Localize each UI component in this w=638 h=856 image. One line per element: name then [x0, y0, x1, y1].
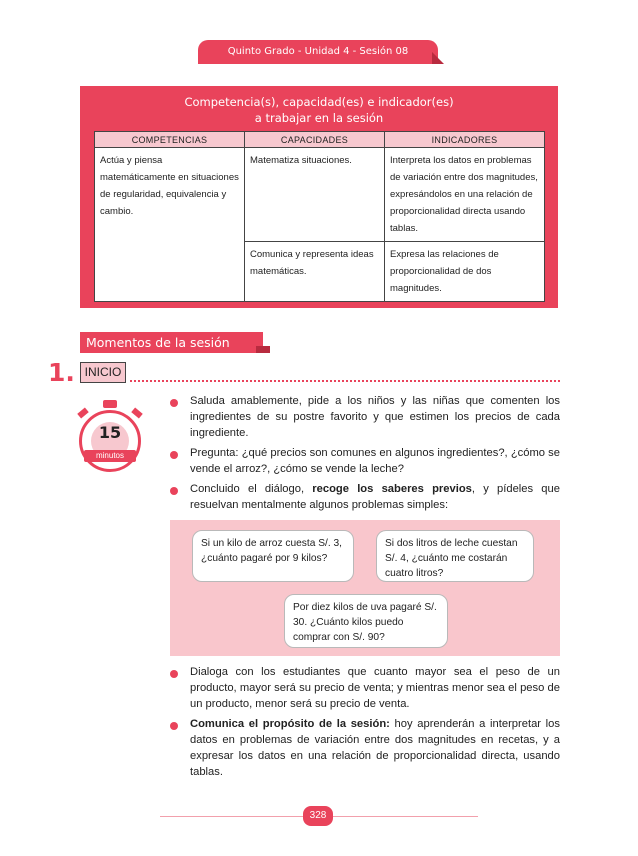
- competencia-cell: Actúa y piensa matemáticamente en situaciones de regularidad, equivalencia y cambio.: [95, 148, 245, 302]
- column-header-indicadores: INDICADORES: [385, 132, 545, 148]
- table-row: [95, 148, 545, 242]
- timer-unit: minutos: [84, 450, 136, 462]
- speech-bubble-uva: Por diez kilos de uva pagaré S/. 30. ¿Cuánto kilos puedo comprar con S/. 90?: [284, 594, 448, 648]
- problems-area: [170, 520, 560, 656]
- speech-bubble-leche: Si dos litros de leche cuestan S/. 4, ¿cuánto me costarán cuatro litros?: [376, 530, 534, 582]
- dotted-divider: [130, 380, 560, 382]
- bullet-icon: [170, 722, 178, 730]
- speech-bubble-arroz: Si un kilo de arroz cuesta S/. 3, ¿cuánto pagaré por 9 kilos?: [192, 530, 354, 582]
- momentos-heading: Momentos de la sesión: [80, 332, 263, 353]
- competencias-table: [94, 131, 545, 302]
- paragraph-pregunta: Pregunta: ¿qué precios son comunes en algunos ingredientes?, ¿cómo se vende el arroz?, ¿cómo se vende la leche?: [190, 447, 560, 475]
- stopwatch-ear-right: [131, 407, 143, 418]
- column-header-competencias: COMPETENCIAS: [95, 132, 245, 148]
- section-number: 1.: [48, 358, 75, 387]
- page-number: 328: [303, 806, 333, 826]
- paragraph-comunica: Comunica el propósito de la sesión: hoy aprenderán a interpretar los datos en problemas de variación entre dos magnitudes en recetas, y a expresar los datos en una relación de proporcionalidad directa, usando tablas.: [190, 718, 560, 778]
- indicador-cell: Interpreta los datos en problemas de variación entre dos magnitudes, expresándolos en una relación de proporcionalidad directa usando tablas.: [385, 148, 545, 242]
- bullet-icon: [170, 487, 178, 495]
- paragraph-dialoga: Dialoga con los estudiantes que cuanto mayor sea el peso de un producto, mayor será su precio de venta; y mientras menor sea el peso de un producto, menor será su precio de venta.: [190, 666, 560, 710]
- stopwatch-ear-left: [77, 407, 89, 418]
- stopwatch-icon: [74, 398, 144, 474]
- paragraph-saluda: Saluda amablemente, pide a los niños y las niñas que comenten los ingredientes de su postre favorito y que estimen los precios de cada ingrediente.: [190, 395, 560, 439]
- inicio-label: INICIO: [80, 362, 126, 383]
- paragraph-concluido: Concluido el diálogo, recoge los saberes previos, y pídeles que resuelvan mentalmente algunos problemas simples:: [190, 483, 560, 511]
- header-title: Quinto Grado - Unidad 4 - Sesión 08: [198, 40, 438, 64]
- bullet-icon: [170, 451, 178, 459]
- stopwatch-face: [79, 410, 141, 472]
- bullet-icon: [170, 670, 178, 678]
- column-header-capacidades: CAPACIDADES: [245, 132, 385, 148]
- capacidad-cell: Comunica y representa ideas matemáticas.: [245, 242, 385, 302]
- stopwatch-knob: [103, 400, 117, 408]
- bullet-icon: [170, 399, 178, 407]
- indicador-cell: Expresa las relaciones de proporcionalidad de dos magnitudes.: [385, 242, 545, 302]
- competencias-section: [80, 86, 558, 308]
- competencias-title: Competencia(s), capacidad(es) e indicador(es) a trabajar en la sesión: [184, 95, 454, 125]
- capacidad-cell: Matematiza situaciones.: [245, 148, 385, 242]
- timer-value: 15: [98, 423, 122, 442]
